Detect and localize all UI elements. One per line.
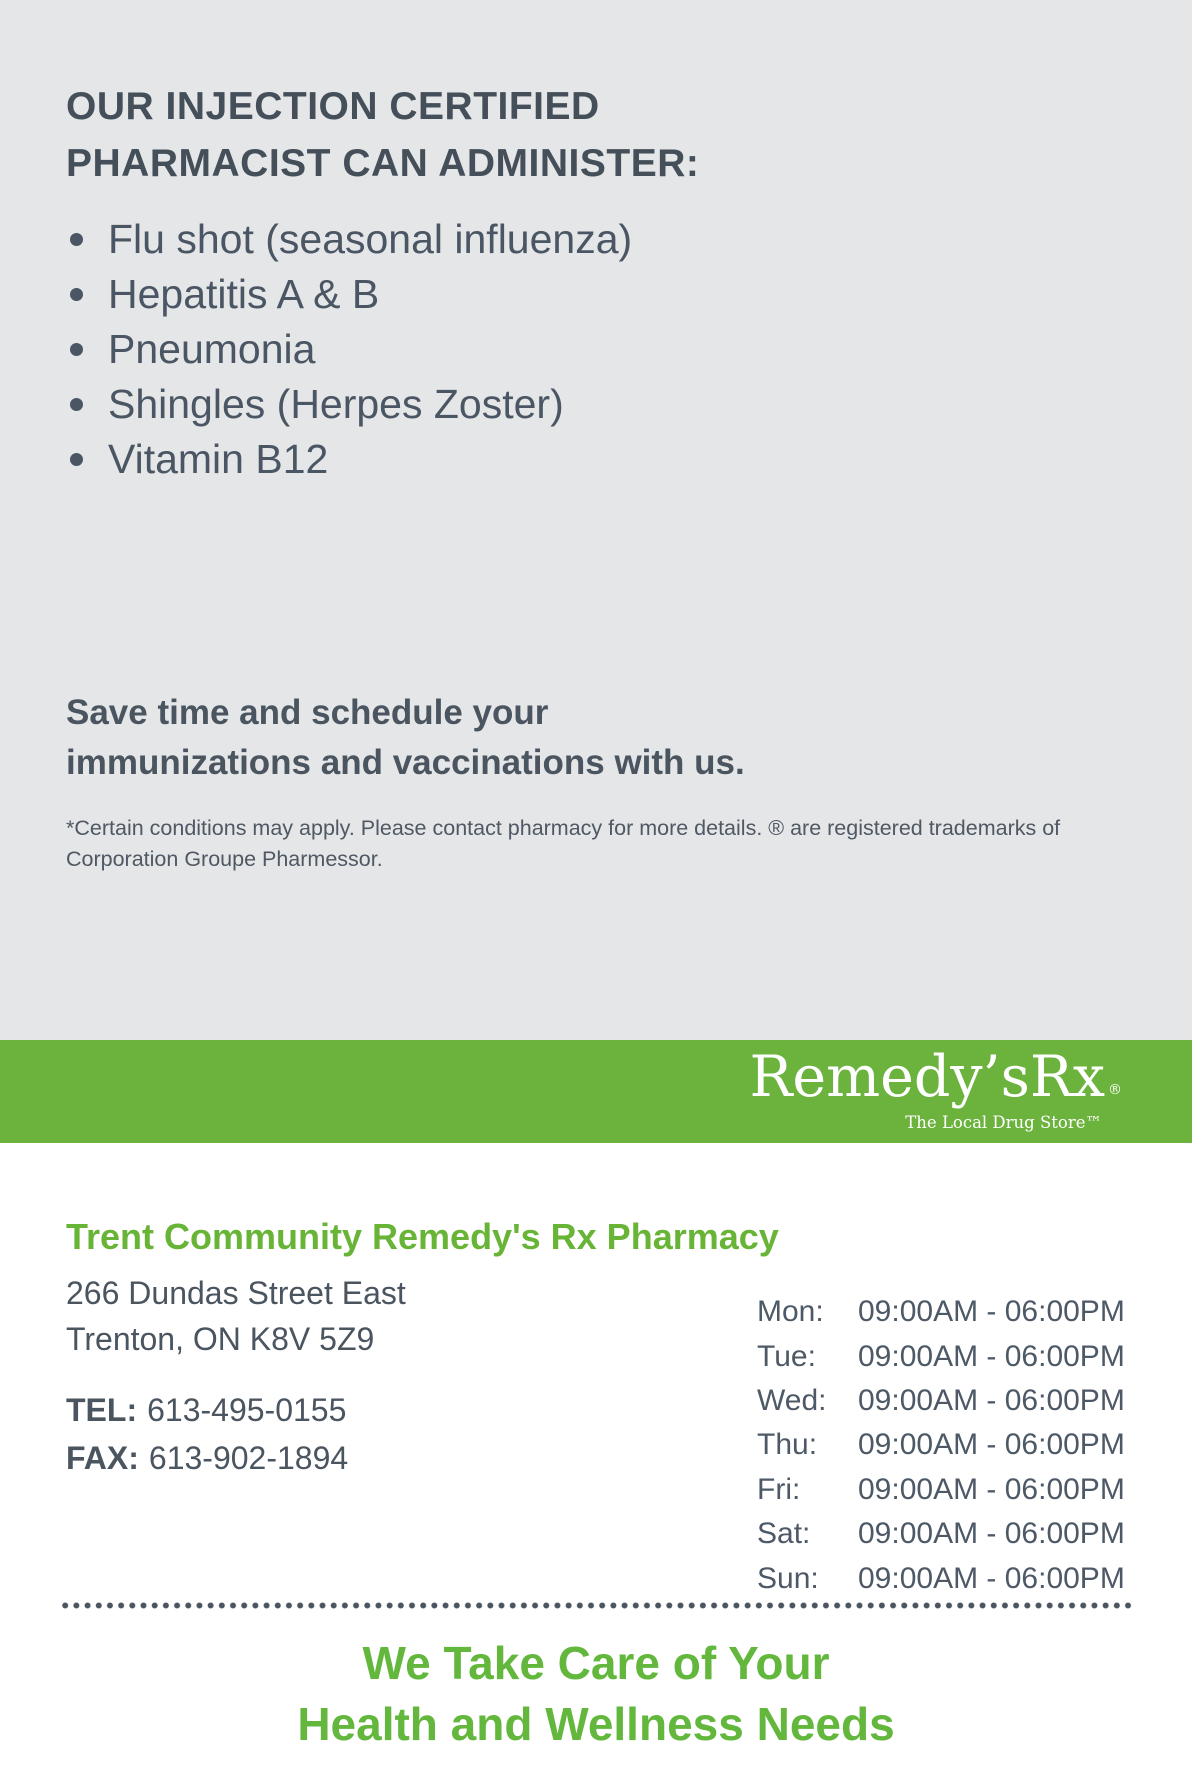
vaccine-list (70, 212, 632, 487)
tel-row (66, 1392, 346, 1429)
hours-row (757, 1468, 1125, 1512)
footer-tagline-line-2: Health and Wellness Needs (297, 1698, 895, 1750)
hours-row (757, 1334, 1125, 1378)
list-item-label: Flu shot (seasonal influenza) (108, 216, 633, 262)
disclaimer-text (66, 813, 1096, 875)
list-item (70, 377, 632, 432)
hours-table (757, 1290, 1125, 1601)
hours-row (757, 1290, 1125, 1334)
hours-time: 09:00AM - 06:00PM (858, 1339, 1125, 1373)
list-item (70, 432, 632, 487)
list-item-label: Hepatitis A & B (108, 271, 380, 317)
bullet-dot-icon (70, 288, 83, 301)
hours-time: 09:00AM - 06:00PM (858, 1295, 1125, 1329)
hours-day: Tue: (757, 1339, 816, 1373)
fax-label: FAX: (66, 1440, 139, 1476)
list-item (70, 212, 632, 267)
logo-text: Remedy’sRx (749, 1044, 1105, 1110)
brand-logo (749, 1046, 1122, 1131)
list-item-label: Pneumonia (108, 326, 316, 372)
hours-row (757, 1512, 1125, 1556)
footer-tagline-line-1: We Take Care of Your (362, 1637, 830, 1689)
hours-row (757, 1379, 1125, 1423)
hours-time: 09:00AM - 06:00PM (858, 1383, 1125, 1417)
fax-number: 613-902-1894 (148, 1440, 349, 1476)
tel-label: TEL: (66, 1392, 138, 1428)
logo-tagline: The Local Drug Store™ (905, 1113, 1102, 1132)
hours-time: 09:00AM - 06:00PM (858, 1472, 1125, 1506)
cta-heading (66, 688, 745, 788)
promo-heading-line-1: OUR INJECTION CERTIFIED (66, 85, 600, 128)
list-item-label: Shingles (Herpes Zoster) (108, 381, 564, 427)
address-line-1: 266 Dundas Street East (66, 1275, 406, 1311)
hours-time: 09:00AM - 06:00PM (858, 1561, 1125, 1595)
disclaimer-line-1: *Certain conditions may apply. Please contact pharmacy for more details. ® are registered trademarks of (66, 816, 1061, 840)
promo-heading (66, 78, 699, 192)
list-item-label: Vitamin B12 (108, 436, 329, 482)
logo-wordmark (749, 1046, 1122, 1123)
hours-row (757, 1556, 1125, 1600)
cta-line-1: Save time and schedule your (66, 693, 549, 732)
hours-day: Sat: (757, 1517, 811, 1551)
hours-time: 09:00AM - 06:00PM (858, 1428, 1125, 1462)
hours-day: Fri: (757, 1472, 801, 1506)
promo-heading-line-2: PHARMACIST CAN ADMINISTER: (66, 142, 700, 185)
address-line-2: Trenton, ON K8V 5Z9 (66, 1321, 375, 1357)
hours-time: 09:00AM - 06:00PM (858, 1517, 1125, 1551)
bullet-dot-icon (70, 398, 83, 411)
disclaimer-line-2: Corporation Groupe Pharmessor. (66, 847, 383, 871)
bullet-dot-icon (70, 343, 83, 356)
list-item (70, 322, 632, 377)
hours-row (757, 1423, 1125, 1467)
bullet-dot-icon (70, 233, 83, 246)
fax-row (66, 1440, 348, 1477)
pharmacy-name: Trent Community Remedy's Rx Pharmacy (66, 1216, 779, 1257)
cta-line-2: immunizations and vaccinations with us. (66, 743, 745, 782)
tel-number: 613-495-0155 (147, 1392, 347, 1428)
hours-day: Mon: (757, 1295, 824, 1329)
brand-banner (0, 1040, 1192, 1143)
registered-mark: ® (1108, 1082, 1122, 1098)
hours-day: Thu: (757, 1428, 818, 1462)
hours-day: Wed: (757, 1383, 827, 1417)
bullet-dot-icon (70, 453, 83, 466)
list-item (70, 267, 632, 322)
hours-day: Sun: (757, 1561, 819, 1595)
dotted-divider (62, 1600, 1134, 1611)
